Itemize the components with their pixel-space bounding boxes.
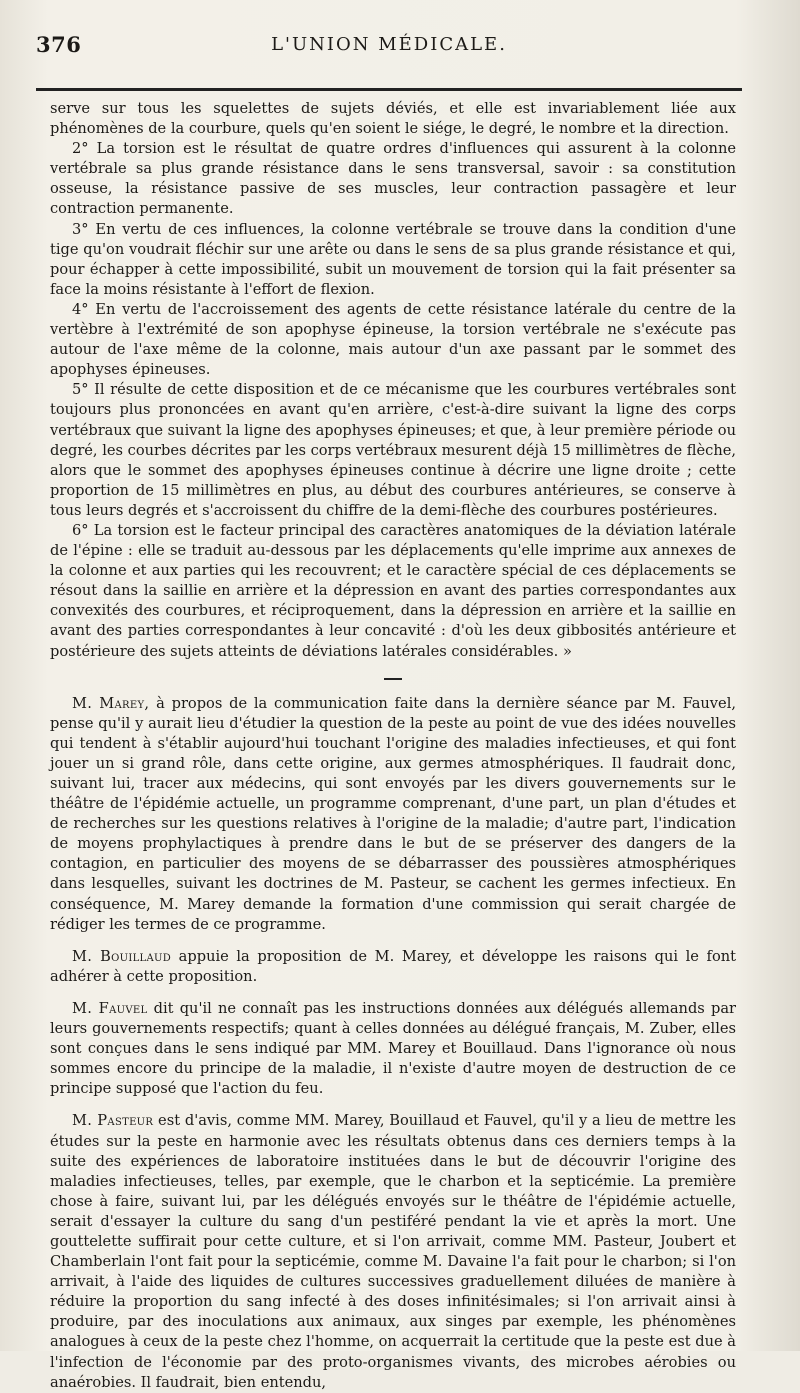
speech-text: appuie la proposition de M. Marey, et développe les raisons qui le font adhérer à cette proposition.: [50, 947, 737, 985]
speaker-name: M. Fauvel: [72, 999, 148, 1017]
paragraph-continuation: serve sur tous les squelettes de sujets déviés, et elle est invariablement liée aux phénomènes de la courbure, quels qu'en soient le siége, le degré, le nombre et la direction.: [50, 100, 736, 138]
speaker-name: M. Marey,: [72, 694, 150, 712]
paragraph-conclusion-6: 6° La torsion est le facteur principal des caractères anatomiques de la déviation latérale de l'épine : elle se traduit au-dessous par les déplacements qu'elle imprime aux annexes de la colonne et aux parties qui les recouvrent; et le caractère spécial de ces déplacements se résout dans la saillie en arrière et la dépression en avant des parties correspondantes aux convexités des courbures, et réciproquement, dans la dépression en arrière et la saillie en avant des parties correspondantes à leur concavité : d'où les deux gibbosités antérieure et postérieure des sujets atteints de déviations latérales considérables. »: [50, 521, 736, 660]
discussion-marey: [50, 694, 736, 935]
article-body: [50, 99, 736, 1393]
discussion-bouillaud: [50, 947, 736, 987]
speaker-name: M. Bouillaud: [72, 947, 172, 965]
running-title: L'UNION MÉDICALE.: [271, 34, 507, 55]
speech-text: à propos de la communication faite dans la dernière séance par M. Fauvel, pense qu'il y aurait lieu d'étudier la question de la peste au point de vue des idées nouvelles qui tendent à s'établir aujourd'hui touchant l'origine des maladies infectieuses, et qui font jouer un si grand rôle, dans cette origine, aux germes atmosphériques. Il faudrait donc, suivant lui, tracer aux médecins, qui sont envoyés par les divers gouvernements sur le théâtre de l'épidémie actuelle, un programme comprenant, d'une part, un plan d'études et de recherches sur les questions relatives à l'origine de la maladie; d'autre part, l'indication de moyens prophylactiques à prendre dans le but de se préserver des dangers de la contagion, en particulier des moyens de se débarrasser des poussières atmosphériques dans lesquelles, suivant les doctrines de M. Pasteur, se cachent les germes infectieux. En conséquence, M. Marey demande la formation d'une commission qui serait chargée de rédiger les termes de ce programme.: [50, 694, 736, 933]
paragraph-conclusion-2: 2° La torsion est le résultat de quatre ordres d'influences qui assurent à la colonne vertébrale sa plus grande résistance dans le sens transversal, savoir : sa constitution osseuse, la résistance passive de ses muscles, leur contraction passagère et leur contraction permanente.: [50, 140, 736, 218]
page-number: 376: [36, 32, 82, 57]
speaker-name: M. Pasteur: [72, 1112, 154, 1130]
header-rule: [36, 88, 742, 91]
page-header: [36, 22, 742, 56]
section-separator: [384, 678, 402, 680]
speech-text: dit qu'il ne connaît pas les instructions données aux délégués allemands par leurs gouvernements respectifs; quant à celles données au délégué français, M. Zuber, elles sont conçues dans le sens indiqué par MM. Marey et Bouillaud. Dans l'ignorance où nous sommes encore du principe de la maladie, il n'existe d'autre moyen de destruction de ce principe supposé que l'action du feu.: [50, 999, 736, 1098]
paragraph-conclusion-3: 3° En vertu de ces influences, la colonne vertébrale se trouve dans la condition d'une tige qu'on voudrait fléchir sur une arête ou dans le sens de sa plus grande résistance et qui, pour échapper à cette impossibilité, subit un mouvement de torsion qui la fait présenter sa face la moins résistante à l'effort de flexion.: [50, 220, 736, 298]
discussion-fauvel: [50, 999, 736, 1099]
speech-text: est d'avis, comme MM. Marey, Bouillaud et Fauvel, qu'il y a lieu de mettre les études sur la peste en harmonie avec les résultats obtenus dans ces derniers temps à la suite des expériences de laboratoire instituées dans le but de découvrir l'origine des maladies infectieuses, telles, par exemple, que le charbon et la septicémie. La première chose à faire, suivant lui, par les délégués envoyés sur le théâtre de l'épidémie actuelle, serait d'essayer la culture du sang d'un pestiféré pendant la vie et après la mort. Une gouttelette suffirait pour cette culture, et si l'on arrivait, comme MM. Pasteur, Joubert et Chamberlain l'ont fait pour la septicémie, comme M. Davaine l'a fait pour le charbon; si l'on arrivait, à l'aide des liquides de cultures successives graduellement diluées de manière à réduire la proportion du sang infecté à des doses infinitésimales; si l'on arrivait ainsi à produire, par des inoculations aux animaux, aux singes par exemple, les phénomènes analogues à ceux de la peste chez l'homme, on acquerrait la certitude que la peste est due à l'infection de l'économie par des proto-organismes vivants, des microbes aérobies ou anaérobies. Il faudrait, bien entendu,: [50, 1112, 736, 1391]
paragraph-conclusion-5: 5° Il résulte de cette disposition et de ce mécanisme que les courbures vertébrales sont toujours plus prononcées en avant qu'en arrière, c'est-à-dire suivant la ligne des corps vertébraux que suivant la ligne des apophyses épineuses; et que, à leur première période ou degré, les courbes décrites par les corps vertébraux mesurent déjà 15 millimètres de flèche, alors que le sommet des apophyses épineuses continue à décrire une ligne droite ; cette proportion de 15 millimètres en plus, au début des courbures antérieures, se conserve à tous leurs degrés et s'accroissent du chiffre de la demi-flèche des courbures postérieures.: [50, 381, 737, 519]
paragraph-conclusion-4: 4° En vertu de l'accroissement des agents de cette résistance latérale du centre de la vertèbre à l'extrémité de son apophyse épineuse, la torsion vertébrale ne s'exécute pas autour de l'axe même de la colonne, mais autour d'un axe passant par le sommet des apophyses épineuses.: [50, 300, 736, 379]
